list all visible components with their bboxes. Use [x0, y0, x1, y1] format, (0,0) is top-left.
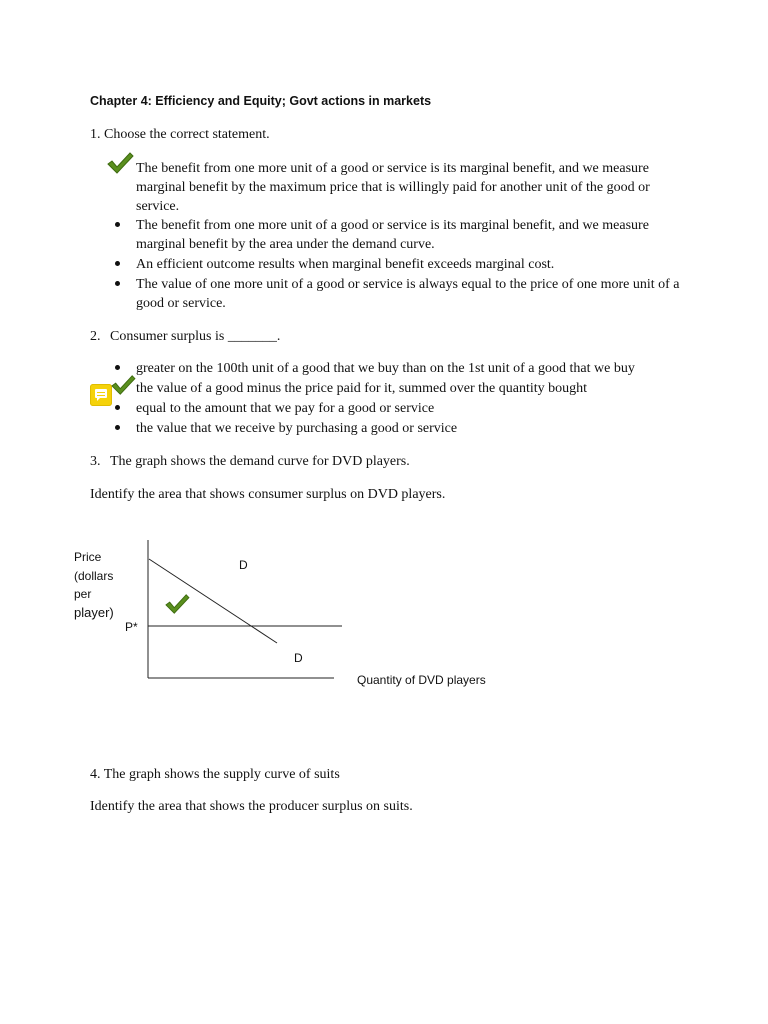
bullet	[115, 425, 120, 430]
comment-icon[interactable]	[90, 384, 112, 406]
y-axis-label-line-4: player)	[74, 605, 114, 620]
check-icon	[110, 374, 136, 396]
y-axis-label-line-1: Price	[74, 550, 102, 564]
q1-option-2[interactable]: The benefit from one more unit of a good or service is its marginal benefit, and we measure marginal benefit by the area under the demand curve.	[136, 218, 649, 252]
bullet	[115, 281, 120, 286]
bullet	[115, 405, 120, 410]
question-3-instruction: Identify the area that shows consumer surplus on DVD players.	[90, 487, 446, 502]
question-4-instruction: Identify the area that shows the producer surplus on suits.	[90, 799, 413, 814]
y-axis-label-line-2: (dollars	[74, 569, 114, 583]
bullet	[115, 365, 120, 370]
q1-option-4[interactable]: The value of one more unit of a good or service is always equal to the price of one more unit of a good or service.	[136, 277, 680, 311]
question-4-prompt: 4. The graph shows the supply curve of suits	[90, 767, 340, 782]
question-3-number: 3.	[90, 454, 101, 469]
question-3-prompt: The graph shows the demand curve for DVD players.	[110, 454, 410, 469]
q2-option-4[interactable]: the value that we receive by purchasing a good or service	[136, 421, 458, 436]
demand-label-top: D	[239, 558, 248, 572]
bullet	[115, 261, 120, 266]
question-1-prompt: 1. Choose the correct statement.	[90, 127, 270, 142]
price-label: P*	[125, 620, 138, 634]
page-title: Chapter 4: Efficiency and Equity; Govt actions in markets	[90, 94, 432, 108]
q1-option-1[interactable]: The benefit from one more unit of a good or service is its marginal benefit, and we measure marginal benefit by the maximum price that is willingly paid for another unit of the good or service.	[136, 161, 650, 214]
x-axis-label: Quantity of DVD players	[357, 673, 486, 687]
demand-label-bottom: D	[294, 651, 303, 665]
question-2-prompt: Consumer surplus is _______.	[110, 329, 281, 344]
q2-option-1[interactable]: greater on the 100th unit of a good that we buy than on the 1st unit of a good that we buy	[136, 361, 635, 376]
q1-option-3[interactable]: An efficient outcome results when marginal benefit exceeds marginal cost.	[136, 257, 555, 272]
question-2-number: 2.	[90, 329, 101, 344]
y-axis-label-line-3: per	[74, 587, 92, 601]
check-icon	[106, 151, 134, 175]
q2-option-3[interactable]: equal to the amount that we pay for a good or service	[136, 401, 435, 416]
check-icon	[164, 593, 190, 615]
bullet	[115, 222, 120, 227]
q2-option-2[interactable]: the value of a good minus the price paid for it, summed over the quantity bought	[136, 381, 588, 396]
